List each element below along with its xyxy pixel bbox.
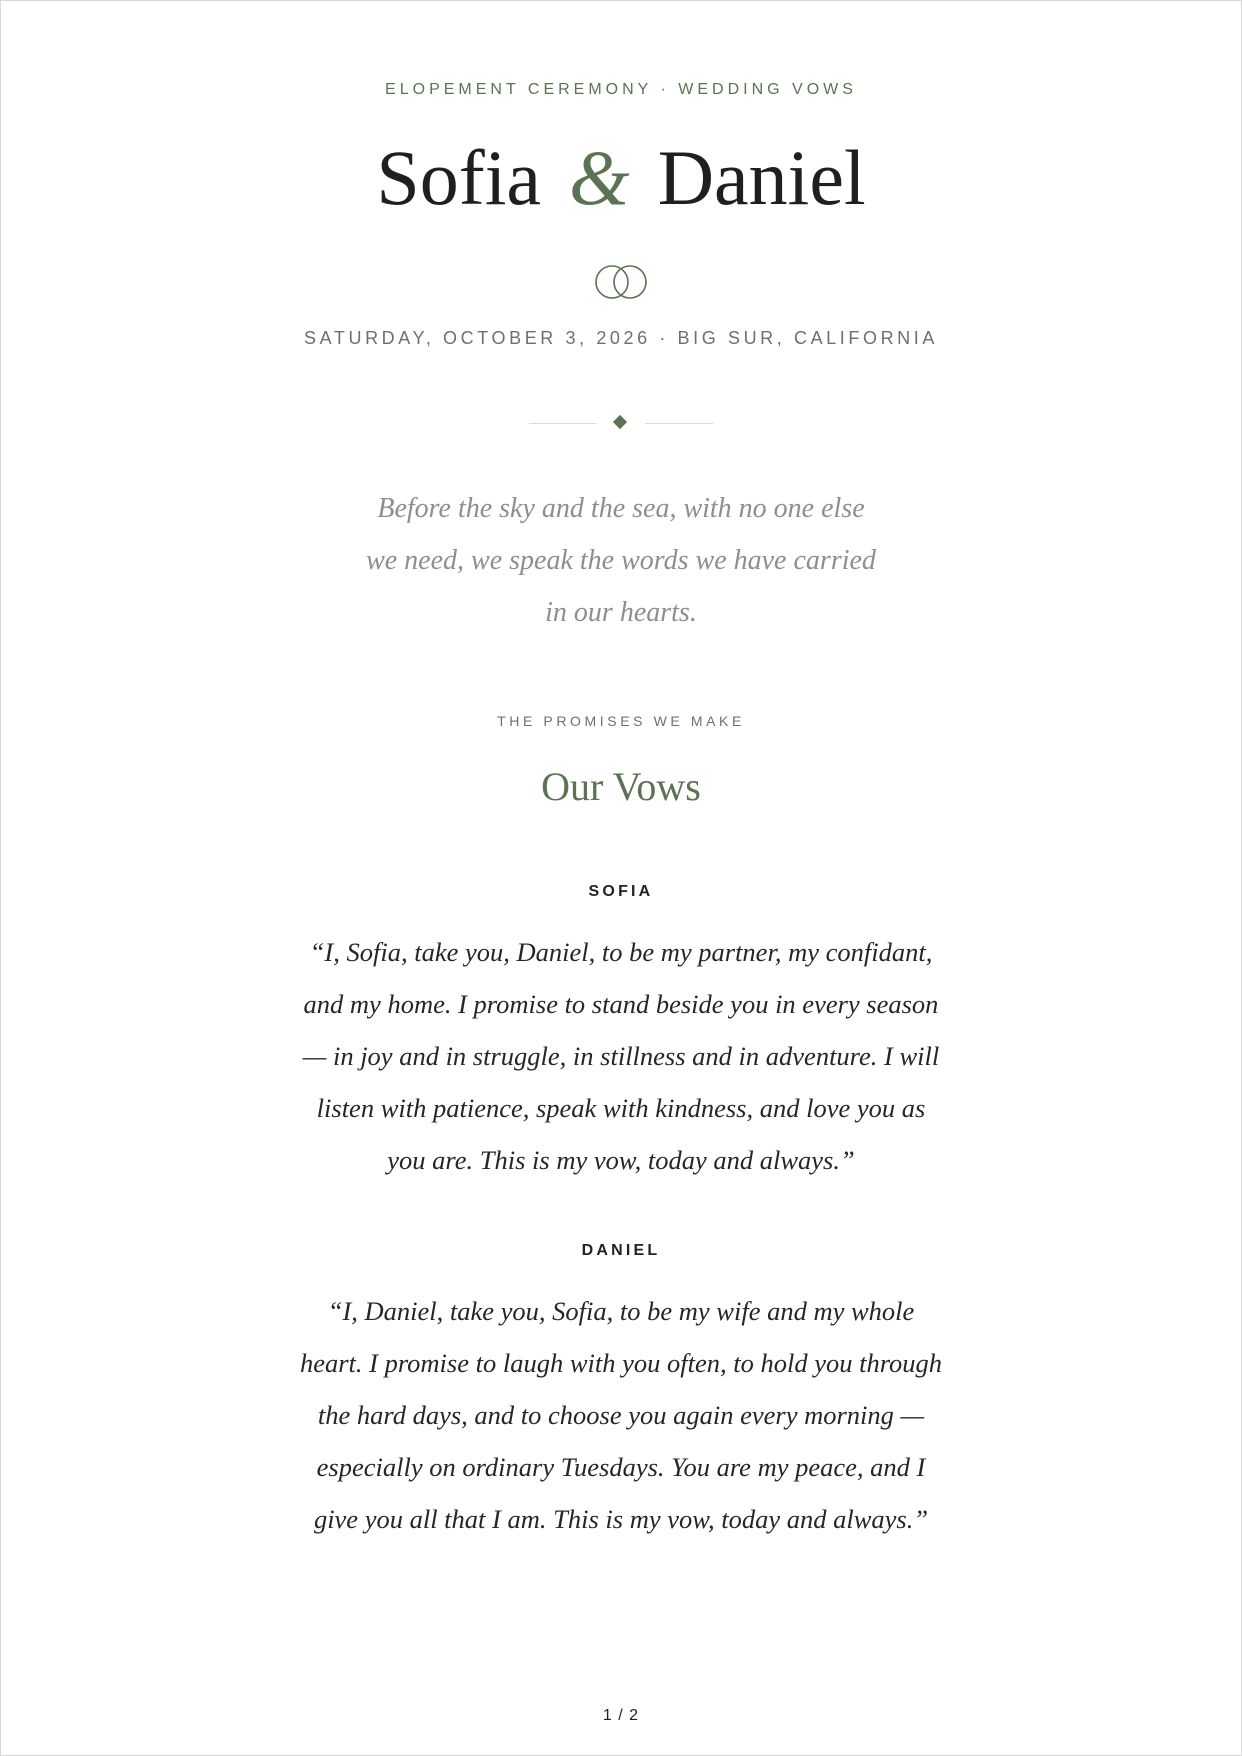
vow-text-daniel: “I, Daniel, take you, Sofia, to be my wife and my whole heart. I promise to laugh with you often, to hold you through the hard days, and to choose you again every morning — especially on ordinary Tuesdays. You are my peace, and I give you all that I am. This is my vow, today and always.” — [299, 1296, 943, 1534]
rings-icon — [592, 264, 650, 300]
date-location: SATURDAY, OCTOBER 3, 2026 · BIG SUR, CALIFORNIA — [304, 328, 938, 348]
speaker-daniel: DANIEL — [581, 1242, 661, 1259]
ceremony-eyebrow: ELOPEMENT CEREMONY · WEDDING VOWS — [385, 81, 857, 98]
diamond-icon — [613, 415, 627, 429]
intro-text: Before the sky and the sea, with no one else we need, we speak the words we have carried in our hearts. — [366, 493, 876, 628]
ampersand: & — [569, 134, 630, 221]
divider-line-right — [645, 423, 713, 424]
page-indicator: 1 / 2 — [602, 1707, 640, 1724]
vows-kicker: THE PROMISES WE MAKE — [497, 713, 745, 729]
name-two: Daniel — [657, 134, 866, 221]
name-one: Sofia — [376, 134, 542, 221]
vow-text-sofia: “I, Sofia, take you, Daniel, to be my partner, my confidant, and my home. I promise to stand beside you in every season — in joy and in struggle, in stillness and in adventure. I will listen with patience, speak with kindness, and love you as you are. This is my vow, today and always.” — [302, 937, 940, 1175]
couple-names — [1, 133, 1241, 223]
vows-title: Our Vows — [541, 764, 701, 809]
divider-line-left — [529, 423, 597, 424]
speaker-sofia: SOFIA — [588, 883, 654, 900]
